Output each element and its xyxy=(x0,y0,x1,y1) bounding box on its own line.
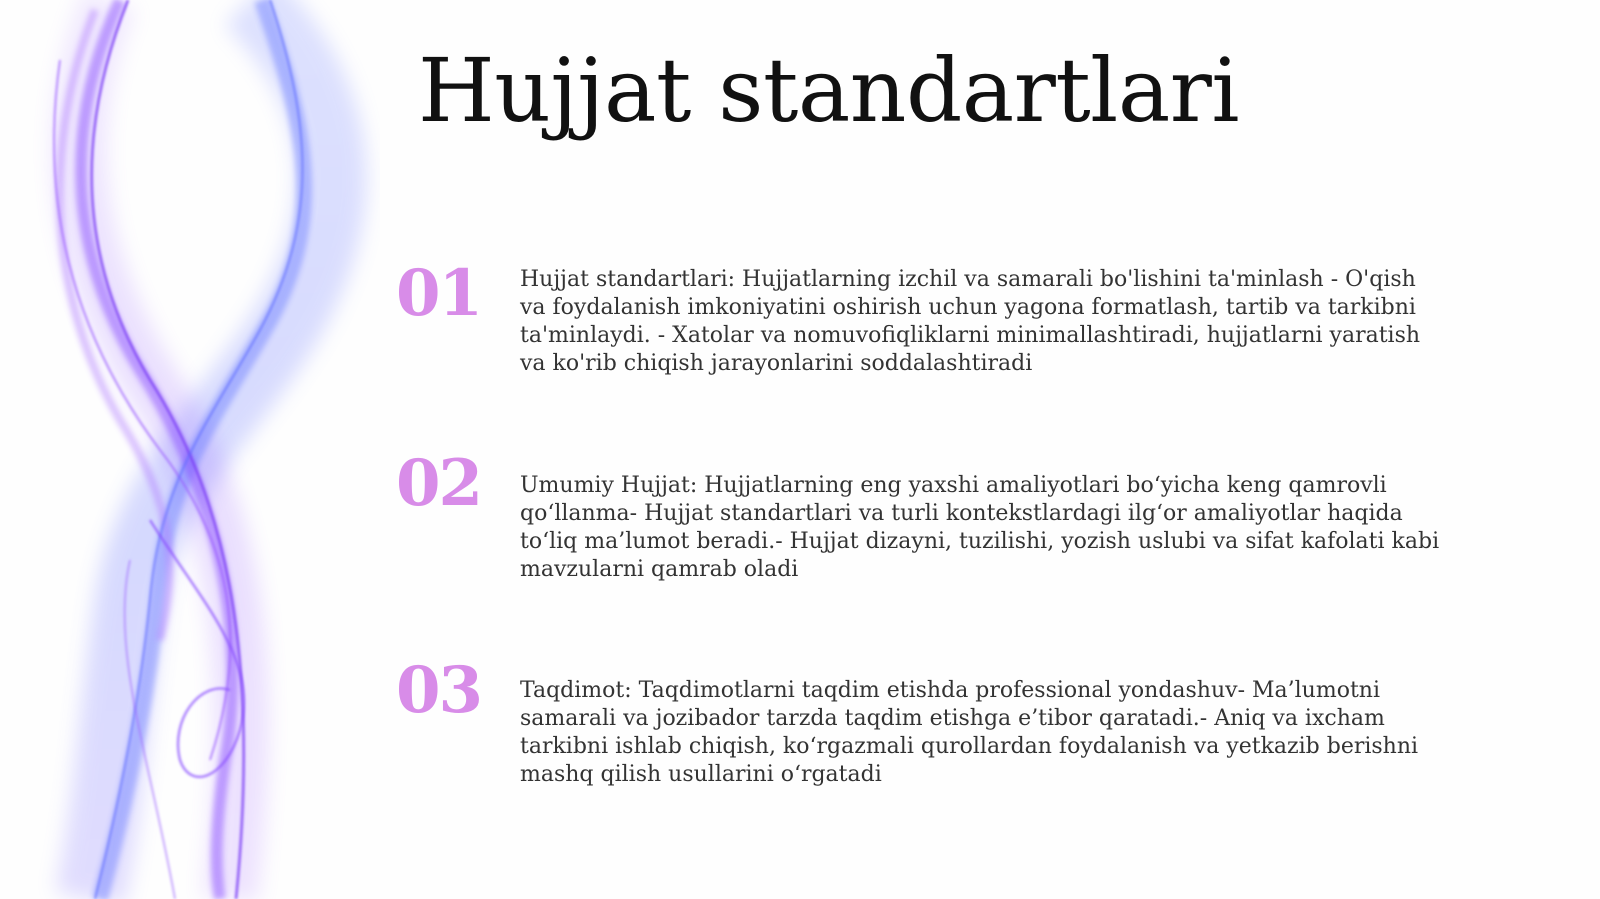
purple-smoke-decoration xyxy=(0,0,380,899)
slide-title: Hujjat standartlari xyxy=(418,39,1239,142)
item-number: 02 xyxy=(396,446,482,521)
item-text: Umumiy Hujjat: Hujjatlarning eng yaxshi amaliyotlari bo‘yicha keng qamrovli qo‘llanma- Hujjat standartlari va turli kontekstlardagi ilg‘or amaliyotlar haqida to‘liq ma’lumot beradi.- Hujjat dizayni, tuzilishi, yozish uslubi va sifat kafolati kabi mavzularni qamrab oladi xyxy=(520,473,1440,582)
item-text: Taqdimot: Taqdimotlarni taqdim etishda professional yondashuv- Ma’lumotni samarali va jozibador tarzda taqdim etishga e’tibor qaratadi.- Aniq va ixcham tarkibni ishlab chiqish, ko‘rgazmali qurollardan foydalanish va yetkazib berishni mashq qilish usullarini o‘rgatadi xyxy=(520,678,1419,787)
item-text: Hujjat standartlari: Hujjatlarning izchil va samarali bo'lishini ta'minlash - O'qish va foydalanish imkoniyatini oshirish uchun yagona formatlash, tartib va tarkibni ta'minlaydi. - Xatolar va nomuvofiqliklarni minimallashtiradi, hujjatlarni yaratish va ko'rib chiqish jarayonlarini soddalashtiradi xyxy=(520,267,1421,376)
item-number: 03 xyxy=(396,653,482,728)
item-number: 01 xyxy=(396,256,482,331)
